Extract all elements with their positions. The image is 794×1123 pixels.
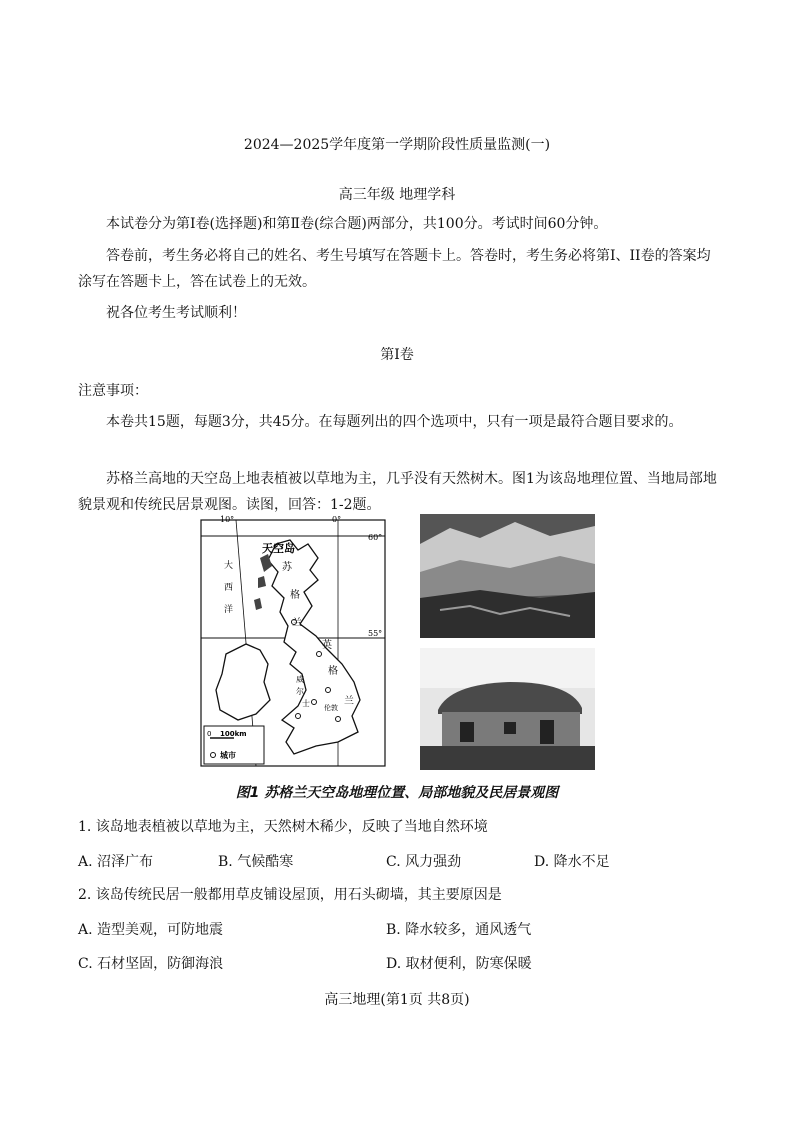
map-lon-0: 0°: [332, 515, 342, 524]
map-label-ocean-3: 洋: [224, 605, 234, 615]
question-2-stem: 2. 该岛传统民居一般都用草皮铺设屋顶，用石头砌墙，其主要原因是: [78, 887, 502, 903]
exam-subtitle: 高三年级 地理学科: [338, 187, 456, 203]
map-label-island: 天空岛: [262, 542, 295, 555]
map-label-london: 伦敦: [324, 704, 338, 712]
map-label-ocean-1: 大: [224, 561, 234, 571]
question-2-option-d[interactable]: D. 取材便利，防寒保暖: [386, 956, 532, 972]
intro-paragraph-3: 祝各位考生考试顺利！: [106, 305, 246, 321]
map-label-eng-1: 英: [322, 640, 332, 651]
house-photo: [420, 648, 595, 770]
intro-paragraph-1: 本试卷分为第Ⅰ卷(选择题)和第Ⅱ卷(综合题)两部分，共100分。考试时间60分钟。: [106, 216, 608, 232]
map-legend-city: 城市: [220, 751, 236, 760]
map-label-wales-3: 士: [302, 699, 310, 708]
page-footer: 高三地理(第1页 共8页): [324, 992, 470, 1008]
figure-caption: 图1 苏格兰天空岛地理位置、局部地貌及民居景观图: [235, 785, 559, 801]
question-1-option-d[interactable]: D. 降水不足: [534, 854, 610, 870]
question-1-stem: 1. 该岛地表植被以草地为主，天然树木稀少，反映了当地自然环境: [78, 819, 488, 835]
question-2-option-a[interactable]: A. 造型美观，可防地震: [78, 922, 224, 938]
map-label-ocean-2: 西: [224, 583, 234, 593]
figure-1: [198, 514, 598, 774]
map-label-scot-3: 兰: [292, 618, 302, 629]
exam-title: 2024—2025学年度第一学期阶段性质量监测(一): [243, 137, 551, 153]
map-lat-60: 60°: [368, 533, 383, 542]
map-lat-55: 55°: [368, 629, 383, 638]
map-label-scot-2: 格: [290, 590, 300, 601]
notice-text: 本卷共15题，每题3分，共45分。在每题列出的四个选项中，只有一项是最符合题目要求的。: [106, 414, 683, 430]
question-1-option-b[interactable]: B. 气候酷寒: [218, 854, 294, 870]
map-label-wales-2: 尔: [296, 687, 304, 696]
section-title: 第Ⅰ卷: [380, 347, 414, 363]
question-1-option-a[interactable]: A. 沼泽广布: [78, 854, 154, 870]
map-scale-label: 100km: [220, 730, 247, 738]
location-map: [198, 514, 388, 768]
material-text: 苏格兰高地的天空岛上地表植被以草地为主，几乎没有天然树木。图1为该岛地理位置、当地局部地貌景观和传统民居景观图。读图，回答：1-2题。: [78, 471, 717, 513]
map-label-wales-1: 威: [296, 675, 304, 684]
question-2-option-b[interactable]: B. 降水较多，通风透气: [386, 922, 532, 938]
map-label-eng-3: 兰: [344, 696, 354, 707]
question-2-option-c[interactable]: C. 石材坚固，防御海浪: [78, 956, 224, 972]
map-label-eng-2: 格: [328, 666, 338, 677]
map-lon-10w: 10°: [220, 515, 235, 524]
notice-label: 注意事项：: [78, 383, 148, 399]
intro-paragraph-2: 答卷前，考生务必将自己的姓名、考生号填写在答题卡上。答卷时，考生务必将第Ⅰ、II卷的答案均涂写在答题卡上，答在试卷上的无效。: [78, 248, 711, 290]
map-label-scot-1: 苏: [282, 562, 292, 573]
question-1-option-c[interactable]: C. 风力强劲: [386, 854, 462, 870]
landscape-photo: [420, 514, 595, 638]
map-scale-zero: 0: [207, 730, 212, 738]
